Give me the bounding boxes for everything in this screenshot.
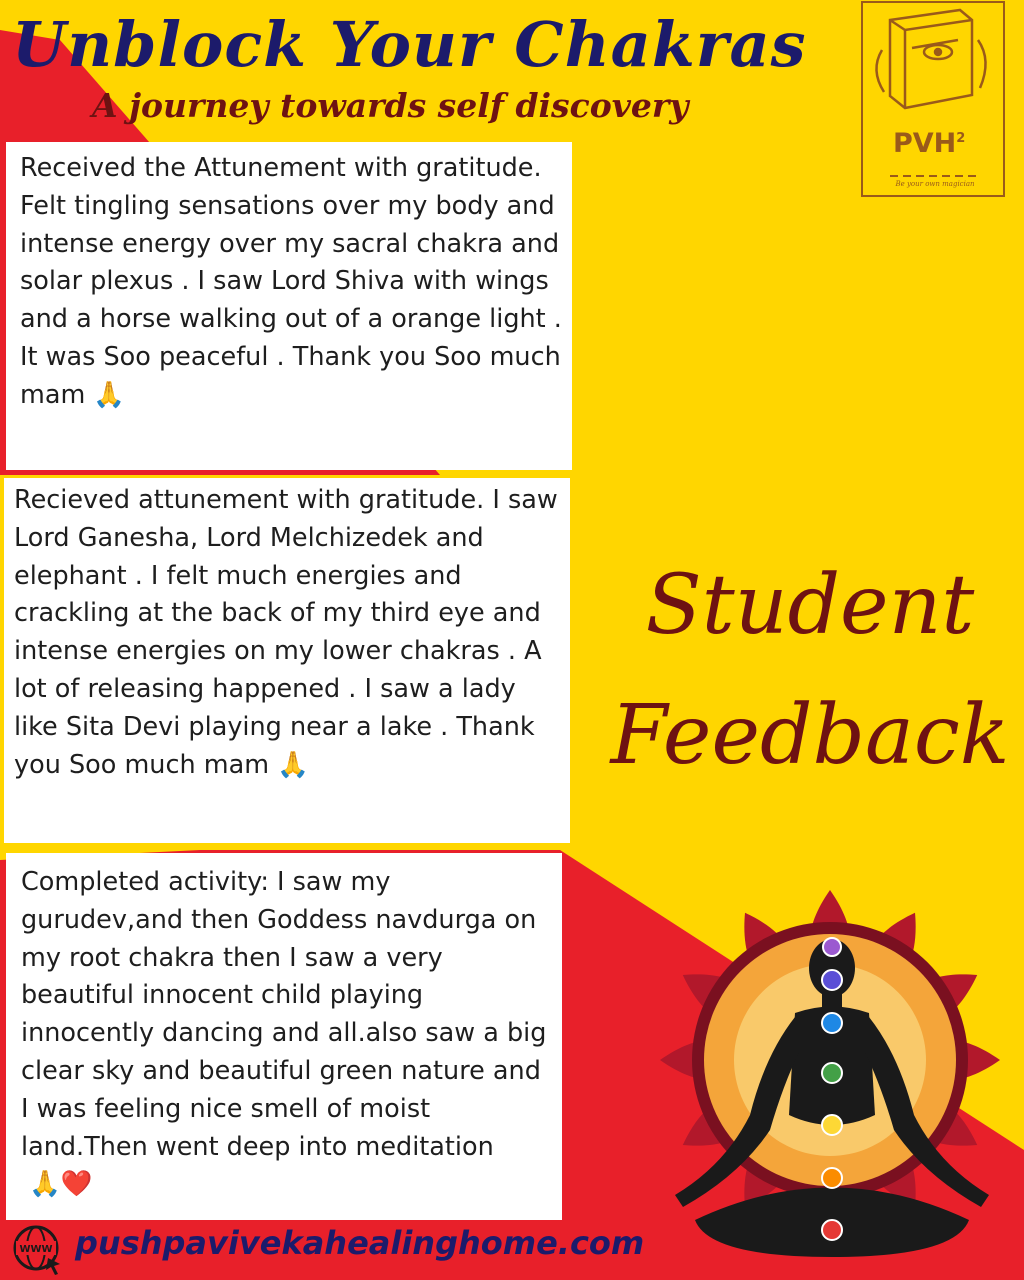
folded-hands-emoji: 🙏 <box>93 379 126 410</box>
www-label: WWW <box>19 1244 53 1255</box>
feedback-text-1: Received the Attunement with gratitude. Felt tingling sensations over my body and intense energy over my sacral chakra and solar plexus . I saw Lord Shiva with wings and a horse walking out of a orange light . It was Soo peaceful . Thank you Soo much mam <box>20 153 562 410</box>
website-link[interactable]: pushpavivekahealinghome.com <box>75 1224 645 1262</box>
meditation-chakra-figure-icon <box>655 885 1020 1275</box>
feedback-text-3: Completed activity: I saw my gurudev,and then Goddess navdurga on my root chakra then I saw a very beautiful innocent child playing innocently dancing and all.also saw a big clear sky and beautiful green nature and I was feeling nice smell of moist land.Then went deep into meditation <box>21 867 547 1162</box>
folded-hands-emoji: 🙏 <box>277 749 309 780</box>
section-heading-feedback: Feedback <box>610 688 1010 783</box>
globe-www-icon <box>12 1224 64 1276</box>
logo-tagline: Be your own magician <box>895 180 975 188</box>
feedback-card-1 <box>6 142 572 470</box>
section-heading-student: Student <box>645 558 975 653</box>
logo-text: PVH$^2$ <box>893 128 966 159</box>
feedback-card-3 <box>6 853 562 1220</box>
page-subtitle: A journey towards self discovery <box>92 86 689 125</box>
book-logo-icon <box>860 0 1006 198</box>
feedback-card-2 <box>4 478 570 843</box>
folded-hands-heart-emoji: 🙏❤️ <box>29 1169 93 1200</box>
page-title: Unblock Your Chakras <box>12 8 807 81</box>
logo-superscript: 2 <box>956 131 966 146</box>
feedback-text-2: Recieved attunement with gratitude. I saw Lord Ganesha, Lord Melchizedek and elephant . I felt much energies and crackling at the back of my third eye and intense energies on my lower chakras . A lot of releasing happened . I saw a lady like Sita Devi playing near a lake . Thank you Soo much mam <box>14 485 558 780</box>
